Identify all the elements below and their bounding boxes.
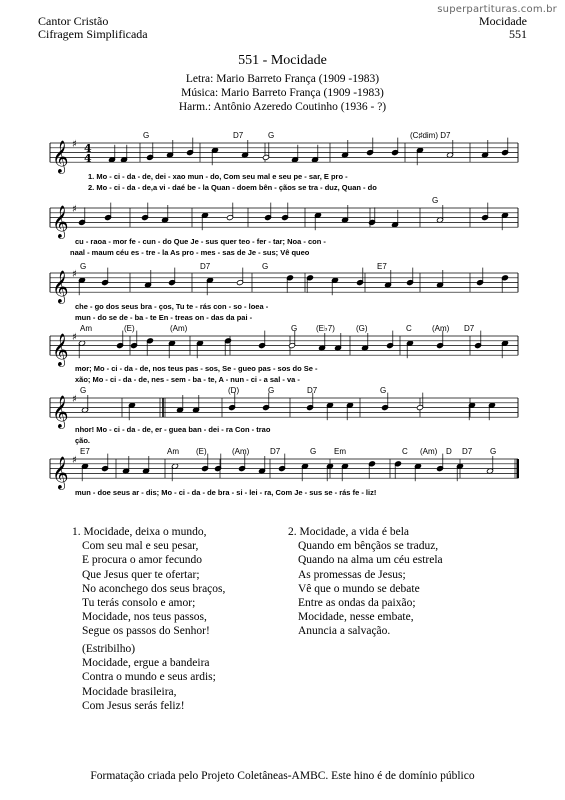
verse-line: E procura o amor fecundo <box>82 554 203 567</box>
time-signature-bottom: 4 <box>84 152 92 165</box>
lyricist-credit: Letra: Mario Barreto França (1909 -1983) <box>185 73 380 85</box>
refrain-heading: (Estribilho) <box>82 643 136 655</box>
chord-label: (D) <box>228 386 240 395</box>
verse-line: As promessas de Jesus; <box>298 568 406 581</box>
chord-label: (C♯dim) D7 <box>410 131 451 140</box>
verse-2 <box>288 525 443 639</box>
verse-1 <box>72 525 225 639</box>
verse-line: Mocidade, ergue a bandeira <box>82 657 210 670</box>
chord-label: D7 <box>270 447 281 456</box>
chord-label: Am <box>80 324 92 333</box>
sharp-icon: ♯ <box>72 204 77 215</box>
chord-label: G <box>490 447 497 456</box>
sharp-icon: ♯ <box>72 455 77 466</box>
chord-label: G <box>143 131 150 140</box>
refrain <box>82 642 216 713</box>
lyric-line: mun - doe seus ar - dis; Mo - ci - da - de bra - si - lei - ra, Com Je - sus se - rás fe - liz! <box>75 488 377 497</box>
verse-line: Tu terás consolo e amor; <box>82 597 196 610</box>
page-title: 551 - Mocidade <box>238 53 327 68</box>
chord-label: E7 <box>377 262 387 271</box>
verse-line: Contra o mundo e seus ardis; <box>82 671 216 684</box>
lyric-line: 1. Mo - ci - da - de, dei - xao mun - do, Com seu mal e seu pe - sar, E pro - <box>88 172 348 181</box>
chord-label: G <box>291 324 298 333</box>
lyric-line: ção. <box>75 436 91 445</box>
footer-note: Formatação criada pelo Projeto Coletâneas-AMBC. Este hino é de domínio público <box>90 770 475 782</box>
chord-label: Am <box>167 447 179 456</box>
chord-label: D7 <box>233 131 244 140</box>
chord-label: (E) <box>196 447 207 456</box>
watermark: superpartituras.com.br <box>437 4 557 15</box>
chord-label: G <box>380 386 387 395</box>
sharp-icon: ♯ <box>72 394 77 405</box>
verse-line: Com Jesus serás feliz! <box>82 699 185 712</box>
chord-label: (Am) <box>420 447 438 456</box>
chord-label: C <box>402 447 408 456</box>
collection-name: Cantor Cristão <box>38 14 109 28</box>
verse-line: 2. Mocidade, a vida é bela <box>288 526 410 538</box>
harmonizer-credit: Harm.: Antônio Azeredo Coutinho (1936 - ?) <box>178 101 387 113</box>
time-signature-top: 4 <box>84 142 92 155</box>
hymn-short-title: Mocidade <box>479 14 527 28</box>
chord-label: G <box>80 262 87 271</box>
verse-line: No aconchego dos seus braços, <box>82 582 226 595</box>
sharp-icon: ♯ <box>72 332 77 343</box>
verse-line: Anuncia a salvação. <box>298 625 391 638</box>
treble-clef-icon: 𝄞 <box>52 333 69 367</box>
chord-label: (G) <box>356 324 368 333</box>
treble-clef-icon: 𝄞 <box>52 395 69 429</box>
chord-label: (Am) <box>432 324 450 333</box>
chord-label: (Am) <box>232 447 250 456</box>
verse-line: Mocidade, nos teus passos, <box>82 611 207 624</box>
chord-label: D7 <box>464 324 475 333</box>
chord-label: E7 <box>80 447 90 456</box>
lyric-line: mun - do se de - ba - te En - treas on - das da pai - <box>75 313 253 322</box>
chord-label: G <box>310 447 317 456</box>
chord-label: G <box>432 196 439 205</box>
chord-label: G <box>262 262 269 271</box>
chord-label: G <box>268 386 275 395</box>
verse-line: Mocidade, nesse embate, <box>298 611 414 624</box>
verse-line: Quando na alma um céu estrela <box>298 554 443 567</box>
lyric-line: che - go dos seus bra - ços, Tu te - rás con - so - loea - <box>75 302 269 311</box>
chord-label: D7 <box>307 386 318 395</box>
lyric-line: naal - maum céu es - tre - la As pro - mes - sas de Je - sus; Vê queo <box>70 248 310 257</box>
chord-label: Em <box>334 447 346 456</box>
lyric-line: cu - raoa - mor fe - cun - do Que Je - sus quer teo - fer - tar; Noa - con - <box>75 237 326 246</box>
chord-label: G <box>80 386 87 395</box>
treble-clef-icon: 𝄞 <box>52 456 69 490</box>
verse-line: Mocidade brasileira, <box>82 685 177 698</box>
treble-clef-icon: 𝄞 <box>52 270 69 304</box>
lyric-line: mor; Mo - ci - da - de, nos teus pas - sos, Se - gueo pas - sos do Se - <box>75 364 318 373</box>
verse-line: Segue os passos do Senhor! <box>82 625 210 638</box>
treble-clef-icon: 𝄞 <box>52 140 69 174</box>
chord-label: G <box>268 131 275 140</box>
chord-label: D <box>446 447 452 456</box>
composer-credit: Música: Mario Barreto França (1909 -1983) <box>181 87 384 99</box>
final-bar-line <box>517 459 520 478</box>
lyric-line: xão; Mo - ci - da - de, nes - sem - ba - te, A - nun - ci - a sal - va - <box>75 375 300 384</box>
chord-label: (Am) <box>170 324 188 333</box>
verse-line: Quando em bênçãos se traduz, <box>298 540 439 553</box>
sharp-icon: ♯ <box>72 269 77 280</box>
chord-label: C <box>406 324 412 333</box>
chord-label: D7 <box>462 447 473 456</box>
lyric-line: 2. Mo - ci - da - de,a vi - daé be - la Quan - doem bên - çãos se tra - duz, Quan - do <box>88 183 377 192</box>
chord-label: (E) <box>124 324 135 333</box>
verse-line: Que Jesus quer te ofertar; <box>82 568 200 581</box>
lyric-line: nhor! Mo - ci - da - de, er - guea ban - dei - ra Con - trao <box>75 425 271 434</box>
chord-label: D7 <box>200 262 211 271</box>
sharp-icon: ♯ <box>72 139 77 150</box>
verse-line: Entre as ondas da paixão; <box>298 597 416 610</box>
arrangement-type: Cifragem Simplificada <box>38 27 148 41</box>
hymn-number: 551 <box>509 27 527 41</box>
verse-line: Vê que o mundo se debate <box>298 582 420 595</box>
verse-line: 1. Mocidade, deixa o mundo, <box>72 526 207 538</box>
verse-line: Com seu mal e seu pesar, <box>82 540 199 553</box>
treble-clef-icon: 𝄞 <box>52 205 69 239</box>
chord-label: (E♭7) <box>316 324 335 333</box>
